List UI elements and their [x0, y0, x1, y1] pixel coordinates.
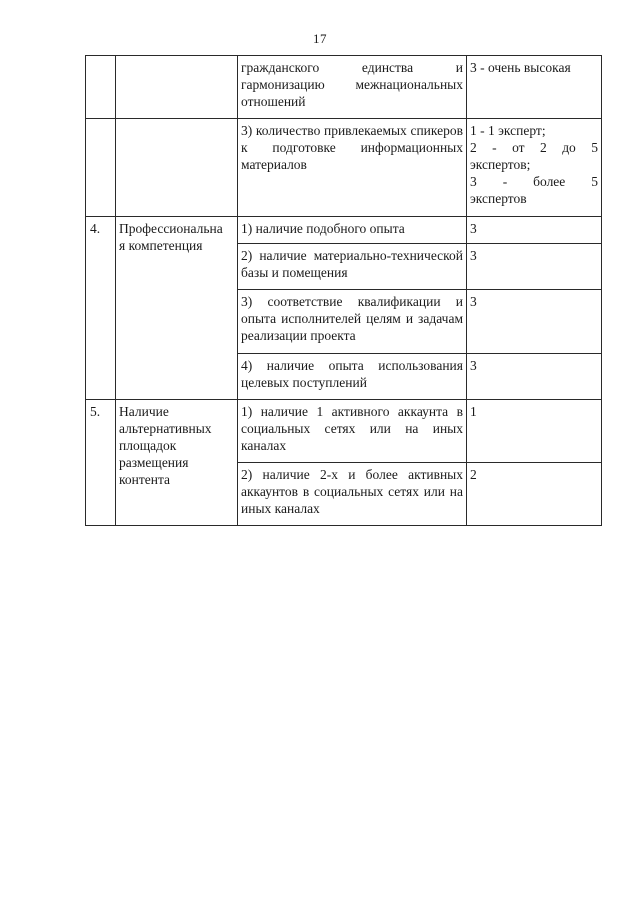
- score-cell: [467, 463, 602, 526]
- criterion-line: площадок: [119, 438, 177, 453]
- score-text: 3: [470, 294, 477, 309]
- indicator-cell: [238, 400, 467, 463]
- row-number: 5.: [90, 404, 101, 419]
- score-cell: [467, 56, 602, 119]
- criterion-line: контента: [119, 472, 171, 487]
- criterion-line: размещения: [119, 455, 189, 470]
- score-text: 3: [470, 248, 477, 263]
- criterion-line: Профессиональна: [119, 221, 223, 236]
- indicator-cell: [238, 56, 467, 119]
- score-cell: [467, 400, 602, 463]
- score-cell: [467, 217, 602, 244]
- indicator-text: 4) наличие опыта использования целевых поступлений: [241, 358, 463, 390]
- indicator-cell: [238, 119, 467, 217]
- criterion-line: я компетенция: [119, 238, 203, 253]
- score-cell: [467, 244, 602, 290]
- table-row: [86, 217, 602, 244]
- score-line: 1 - 1 эксперт;: [470, 123, 546, 138]
- table-row: [86, 119, 602, 217]
- score-line: 2 - от 2 до 5: [470, 140, 598, 155]
- indicator-text: 3) количество привлекаемых спикеров к подготовке информационных материалов: [241, 123, 463, 172]
- score-text: 2: [470, 467, 477, 482]
- row-number-cell: [86, 56, 116, 119]
- score-cell: [467, 119, 602, 217]
- criteria-table: [85, 55, 602, 526]
- indicator-cell: [238, 354, 467, 400]
- indicator-text: 3) соответствие квалификации и опыта исполнителей целям и задачам реализации проекта: [241, 294, 463, 343]
- table-row: [86, 56, 602, 119]
- indicator-text: 1) наличие 1 активного аккаунта в социальных сетях или на иных каналах: [241, 404, 463, 453]
- score-cell: [467, 354, 602, 400]
- row-number: 4.: [90, 221, 101, 236]
- table-row: [86, 400, 602, 463]
- criterion-cell: [116, 56, 238, 119]
- criterion-cell: [116, 400, 238, 526]
- score-line: 3 - более 5: [470, 174, 598, 189]
- row-number-cell: [86, 119, 116, 217]
- score-cell: [467, 290, 602, 354]
- score-text: 3: [470, 221, 477, 236]
- indicator-cell: [238, 463, 467, 526]
- criterion-cell: [116, 119, 238, 217]
- indicator-text: 2) наличие материально-технической базы и помещения: [241, 248, 463, 280]
- row-number-cell: [86, 400, 116, 526]
- criterion-cell: [116, 217, 238, 400]
- indicator-text: 1) наличие подобного опыта: [241, 221, 405, 236]
- indicator-text: гражданского единства и гармонизацию межнациональных отношений: [241, 60, 463, 109]
- indicator-cell: [238, 217, 467, 244]
- indicator-cell: [238, 290, 467, 354]
- page-number: 17: [313, 31, 327, 46]
- criterion-line: Наличие: [119, 404, 169, 419]
- indicator-cell: [238, 244, 467, 290]
- score-text: 3: [470, 358, 477, 373]
- criterion-line: альтернативных: [119, 421, 212, 436]
- score-line: экспертов: [470, 191, 527, 206]
- score-text: 1: [470, 404, 477, 419]
- score-line: экспертов;: [470, 157, 531, 172]
- row-number-cell: [86, 217, 116, 400]
- indicator-text: 2) наличие 2-х и более активных аккаунтов в социальных сетях или на иных каналах: [241, 467, 463, 516]
- score-text: 3 - очень высокая: [470, 60, 571, 75]
